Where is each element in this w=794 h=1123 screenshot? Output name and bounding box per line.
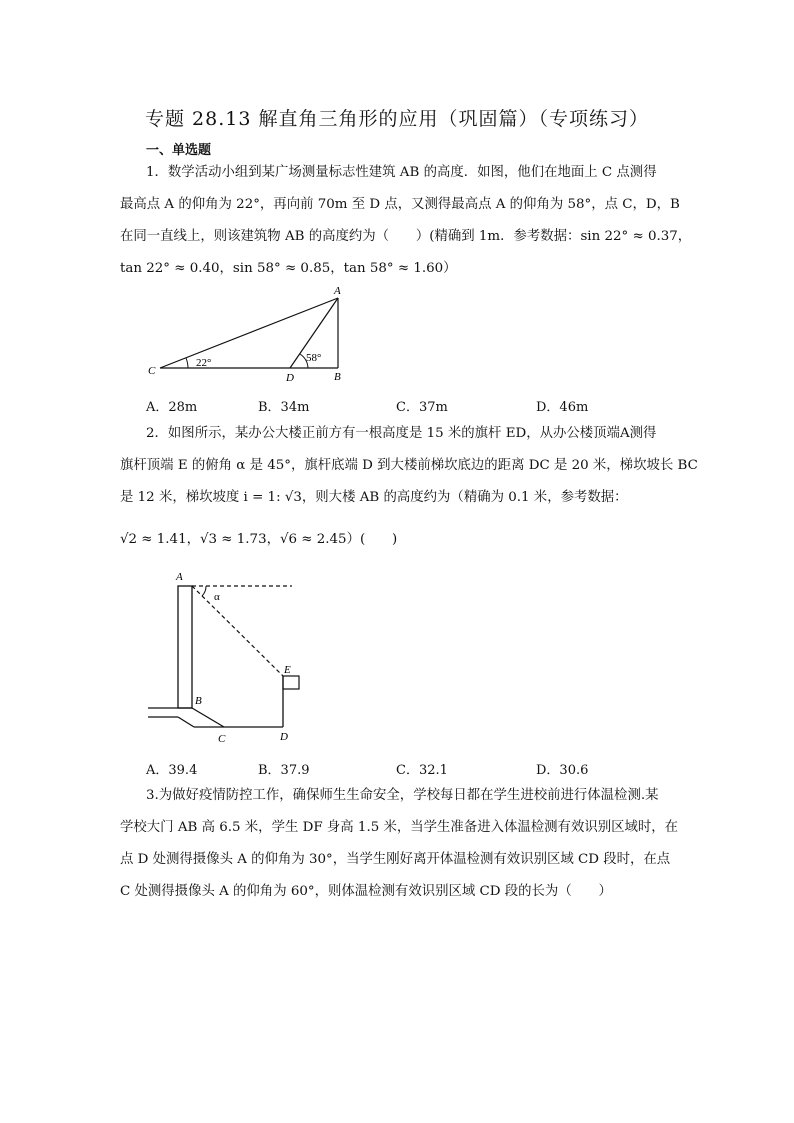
q2-label-d: D (280, 731, 288, 743)
q1-label-a: A (334, 285, 341, 297)
q1-angle-arc-c (186, 358, 188, 368)
q1-angle-d: 58° (306, 352, 322, 364)
q2-line-3: 是 12 米，梯坎坡度 i = 1: √3，则大楼 AB 的高度约为（精确为 0.1 米，参考数据： (120, 490, 628, 505)
q1-angle-c: 22° (196, 357, 212, 369)
q2-option-b[interactable]: B．37.9 (258, 763, 310, 778)
q1-line-1: 1．数学活动小组到某广场测量标志性建筑 AB 的高度．如图，他们在地面上 C 点测得 (146, 165, 657, 180)
q1-option-d[interactable]: D．46m (536, 400, 589, 415)
q1-option-b[interactable]: B．34m (258, 400, 310, 415)
q1-line-3: 在同一直线上，则该建筑物 AB 的高度约为（ ）(精确到 1m．参考数据：sin 22° ≈ 0.37， (120, 229, 692, 244)
q2-option-d[interactable]: D．30.6 (536, 763, 589, 778)
q1-label-d: D (286, 372, 294, 382)
q1-label-c: C (148, 365, 156, 377)
q2-slope-lower (178, 717, 194, 727)
q2-line-2: 旗杆顶端 E 的俯角 α 是 45°，旗杆底端 D 到大楼前梯坎底边的距离 DC 是 20 米，梯坎坡长 BC (120, 458, 698, 473)
q2-label-a: A (176, 571, 183, 583)
q2-label-alpha: α (214, 591, 220, 603)
q1-figure (140, 282, 360, 382)
q2-angle-arc (202, 586, 206, 596)
q2-label-c: C (218, 733, 226, 745)
q3-line-4: C 处测得摄像头 A 的仰角为 60°，则体温检测有效识别区域 CD 段的长为（ ） (120, 884, 612, 899)
q1-option-c[interactable]: C．37m (396, 400, 448, 415)
q3-line-3: 点 D 处测得摄像头 A 的仰角为 30°，当学生刚好离开体温检测有效识别区域 CD 段时，在点 (120, 852, 671, 867)
question-1 (120, 157, 692, 285)
q1-label-b: B (334, 371, 341, 382)
q3-line-2: 学校大门 AB 高 6.5 米，学生 DF 身高 1.5 米，当学生准备进入体温检测有效识别区域时，在 (120, 820, 679, 835)
q2-line-1: 2．如图所示，某办公大楼正前方有一根高度是 15 米的旗杆 ED，从办公楼顶端A测得 (146, 426, 657, 441)
q2-line-4: √2 ≈ 1.41，√3 ≈ 1.73，√6 ≈ 2.45）( ) (120, 532, 398, 547)
q3-line-1: 3.为做好疫情防控工作，确保师生生命安全，学校每日都在学生进校前进行体温检测.某 (146, 788, 659, 803)
q2-flag (283, 676, 299, 689)
q1-line-2: 最高点 A 的仰角为 22°，再向前 70m 至 D 点，又测得最高点 A 的仰角为 58°，点 C，D，B (120, 197, 680, 212)
q2-label-b: B (195, 695, 202, 707)
section-heading: 一、单选题 (146, 143, 212, 158)
q2-label-e: E (284, 664, 291, 676)
q2-figure (140, 566, 310, 746)
q2-slope-bc (192, 708, 224, 727)
question-2 (120, 418, 698, 556)
q2-building (178, 586, 192, 708)
q1-line-4: tan 22° ≈ 0.40，sin 58° ≈ 0.85，tan 58° ≈ 1.60） (120, 261, 457, 276)
q2-sight-dash-ae (192, 586, 283, 676)
q1-option-a[interactable]: A．28m (146, 400, 198, 415)
q2-option-a[interactable]: A．39.4 (146, 763, 198, 778)
q2-option-c[interactable]: C．32.1 (396, 763, 448, 778)
question-3 (120, 780, 679, 908)
page-title: 专题 28.13 解直角三角形的应用（巩固篇）（专项练习） (145, 108, 649, 130)
